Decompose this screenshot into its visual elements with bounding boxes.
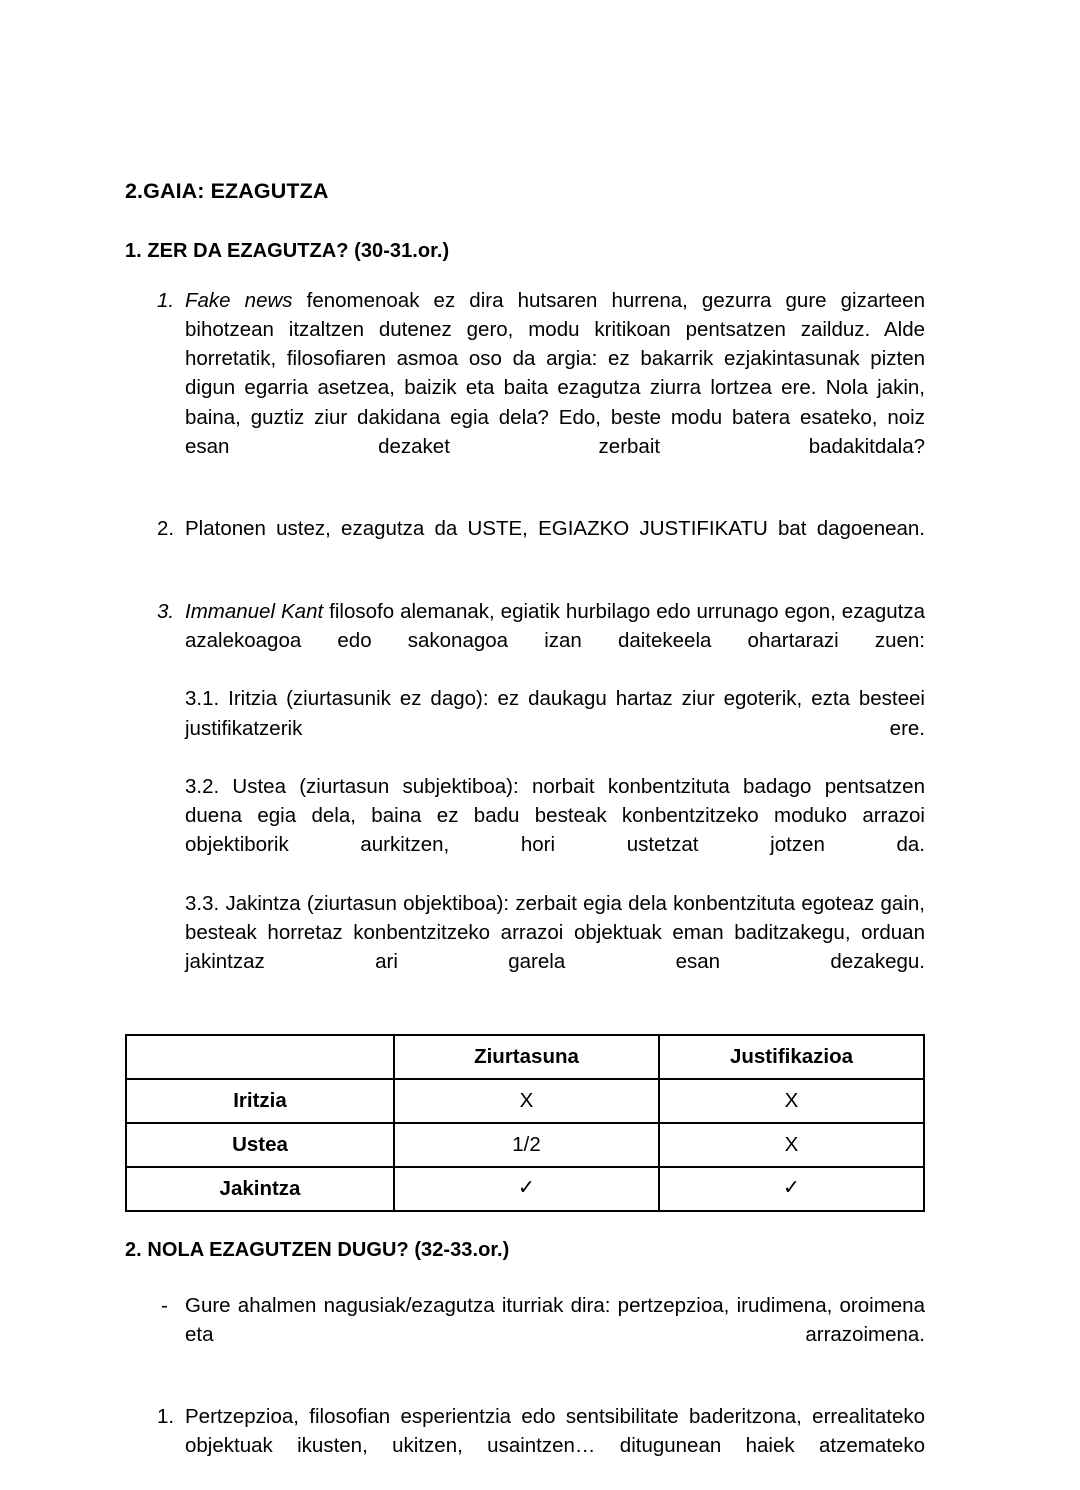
list-item-text: [185, 1402, 925, 1490]
table-header-corner: [126, 1035, 394, 1079]
sub-item-list: [185, 684, 925, 1005]
table-cell-ustea-justifikazioa: X: [659, 1123, 924, 1167]
sub-item-3-2: 3.2. Ustea (ziurtasun subjektiboa): norbait konbentzituta badago pentsatzen duena egia dela, baina ez badu besteak konbentzitzeko moduko arrazoi objektiborik aurkitzen, hori ustetzat jotzen da.: [185, 774, 925, 857]
list-item: [125, 1402, 925, 1490]
list-item-body: Pertzepzioa, filosofian esperientzia edo sentsibilitate baderitzona, errealitateko objektuak ikusten, ukitzen, usaintzen… ditugunean haiek atzemateko: [185, 1405, 925, 1458]
sub-item-3-3: 3.3. Jakintza (ziurtasun objektiboa): zerbait egia dela konbentzituta egoteaz gain, besteak horretaz konbentzitzeko arrazoi objektuak eman baditzakegu, orduan jakintzaz ari garela esan dezakegu.: [185, 891, 925, 974]
list-item-body: fenomenoak ez dira hutsaren hurrena, gezurra gure gizarteen bihotzean itzaltzen dutenez gero, modu kritikoan pentsatzen zailduz. Alde horretatik, filosofiaren asmoa oso da argia: ez bakarrik ezjakintasunak pizten digun egarria asetzea, baizik eta baita ezagutza ziurra lortzea ere. Nola jakin, baina, guztiz ziur dakidana egia dela? Edo, beste modu batera esateko, noiz esan dezaket zerbait badakitdala?: [185, 288, 925, 458]
list-item: [125, 286, 925, 490]
table-header-ziurtasuna: Ziurtasuna: [394, 1035, 659, 1079]
list-item: [125, 597, 925, 1006]
emphasis-immanuel-kant: Immanuel Kant: [185, 599, 324, 623]
sub-item-3-1: 3.1. Iritzia (ziurtasunik ez dago): ez daukagu hartaz ziur egoterik, ezta besteei justifikatzerik ere.: [185, 687, 925, 740]
table-row: [126, 1079, 924, 1123]
table-header-row: [126, 1035, 924, 1079]
list-marker: 2.: [157, 517, 175, 541]
list-item-text: [185, 286, 925, 490]
table-cell-iritzia-ziurtasuna: X: [394, 1079, 659, 1123]
spacer: [125, 264, 925, 286]
list-item-body: Platonen ustez, ezagutza da USTE, EGIAZKO JUSTIFIKATU bat dagoenean.: [185, 517, 925, 541]
table-row-label-iritzia: Iritzia: [126, 1079, 394, 1123]
table-cell-jakintza-ziurtasuna: ✓: [394, 1167, 659, 1211]
list-marker: -: [161, 1293, 168, 1317]
list-item: [125, 1291, 925, 1379]
table-header-justifikazioa: Justifikazioa: [659, 1035, 924, 1079]
spacer: [125, 205, 925, 239]
page-title: 2.GAIA: EZAGUTZA: [125, 179, 329, 203]
document-content: [125, 178, 925, 1490]
list-item-text: [185, 1291, 925, 1379]
table-cell-ustea-ziurtasuna: 1/2: [394, 1123, 659, 1167]
list-marker: 1.: [157, 1405, 175, 1429]
certainty-table-wrapper: [125, 1034, 923, 1212]
section-heading-2: 2. NOLA EZAGUTZEN DUGU? (32-33.or.): [125, 1238, 510, 1261]
list-marker: 1.: [157, 288, 175, 312]
table-row-label-ustea: Ustea: [126, 1123, 394, 1167]
list-marker: 3.: [157, 599, 175, 623]
list-item-text: [185, 514, 925, 572]
section-heading-1: 1. ZER DA EZAGUTZA? (30-31.or.): [125, 239, 450, 262]
spacer: [125, 1263, 925, 1291]
spacer: [125, 1212, 925, 1238]
list-item-body: Gure ahalmen nagusiak/ezagutza iturriak dira: pertzepzioa, irudimena, oroimena eta arrazoimena.: [185, 1293, 925, 1346]
list-item: [125, 514, 925, 572]
table-cell-iritzia-justifikazioa: X: [659, 1079, 924, 1123]
table-cell-jakintza-justifikazioa: ✓: [659, 1167, 924, 1211]
table-row: [126, 1123, 924, 1167]
table-row-label-jakintza: Jakintza: [126, 1167, 394, 1211]
table-row: [126, 1167, 924, 1211]
list-item-text: [185, 597, 925, 685]
list-item-body: filosofo alemanak, egiatik hurbilago edo urrunago egon, ezagutza azalekoagoa edo sakonagoa izan daitekeela ohartarazi zuen:: [185, 599, 925, 652]
emphasis-fake-news: Fake news: [185, 288, 293, 312]
certainty-table: [125, 1034, 925, 1212]
